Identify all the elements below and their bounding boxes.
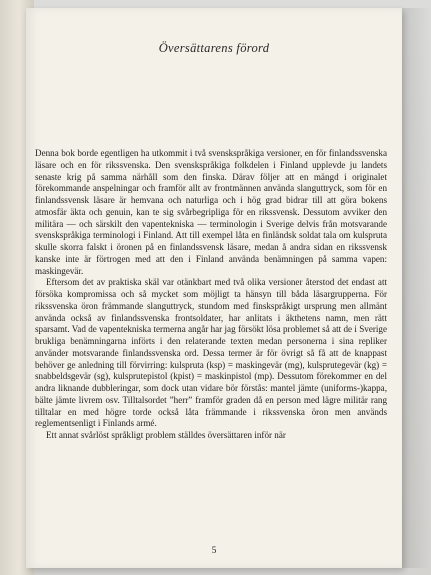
paragraph-1: Denna bok borde egentligen ha utkommit i två svenskspråkiga versioner, en för finlandssvenska läsare och en för rikssvenska. Den svenskspråkiga folkdelen i Finland upplevde ju landets senaste krig på samma närhåll som den finska. Därav följer att en mängd i originalet förekommande anspelningar och framför allt av frontmännen använda slanguttryck, som för en finlandssvensk läsare är hemvana och naturliga och i hög grad bidrar till att göra bokens atmosfär äkta och genuin, kan te sig svårbegripliga för en rikssvensk. Dessutom avviker den militära — och särskilt den vapentekniska — terminologin i Sverige delvis från motsvarande svenskspråkiga terminologi i Finland. Att till exempel låta en finländsk soldat tala om kulspruta skulle skorra falskt i öronen på en finlandssvensk läsare, medan å andra sidan en rikssvensk kanske inte är förtrogen med att den i Finland använda benämningen på samma vapen: maskingevär.: [35, 148, 387, 276]
paragraph-2: Eftersom det av praktiska skäl var otänkbart med två olika versioner återstod det endast att försöka kompromissa och så mycket som möjligt ta hänsyn till båda läsargrupperna. För rikssvenska öron främmande slanguttryck, stundom med finskspråkigt ursprung men allmänt använda också av finlandssvenska frontsoldater, har anlitats i äkthetens namn, men rätt sparsamt. Vad de vapentekniska termerna angår har jag försökt lösa problemet så att de i Sverige brukliga benämningarna införts i den relaterande texten medan personerna i sina repliker använder motsvarande finlandssvenska ord. Dessa termer är för övrigt så få att de knappast behöver ge anledning till förvirring: kulspruta (ksp) = maskingevär (mg), kulsprutegevär (kg) = snabbeldsgevär (sg), kulsprutepistol (kpist) = maskinpistol (mp). Dessutom förekommer en del andra liknande dubbleringar, som dock utan vidare bör förstås: mantel jämte (uniforms-)kappa, bälte jämte livrem osv. Tilltalsordet ”herr” framför graden då en person med lägre militär rang tilltalar en med högre torde också låta främmande i rikssvenska öron men används reglementsenligt i Finlands armé.: [35, 277, 387, 429]
book-page: [26, 8, 402, 568]
paragraph-3: Ett annat svårlöst språkligt problem ställdes översättaren inför när: [46, 430, 286, 440]
page-shadow: [402, 8, 431, 568]
page-number: 5: [211, 546, 217, 556]
page-title: Översättarens förord: [158, 41, 270, 55]
body-text: [35, 148, 387, 442]
